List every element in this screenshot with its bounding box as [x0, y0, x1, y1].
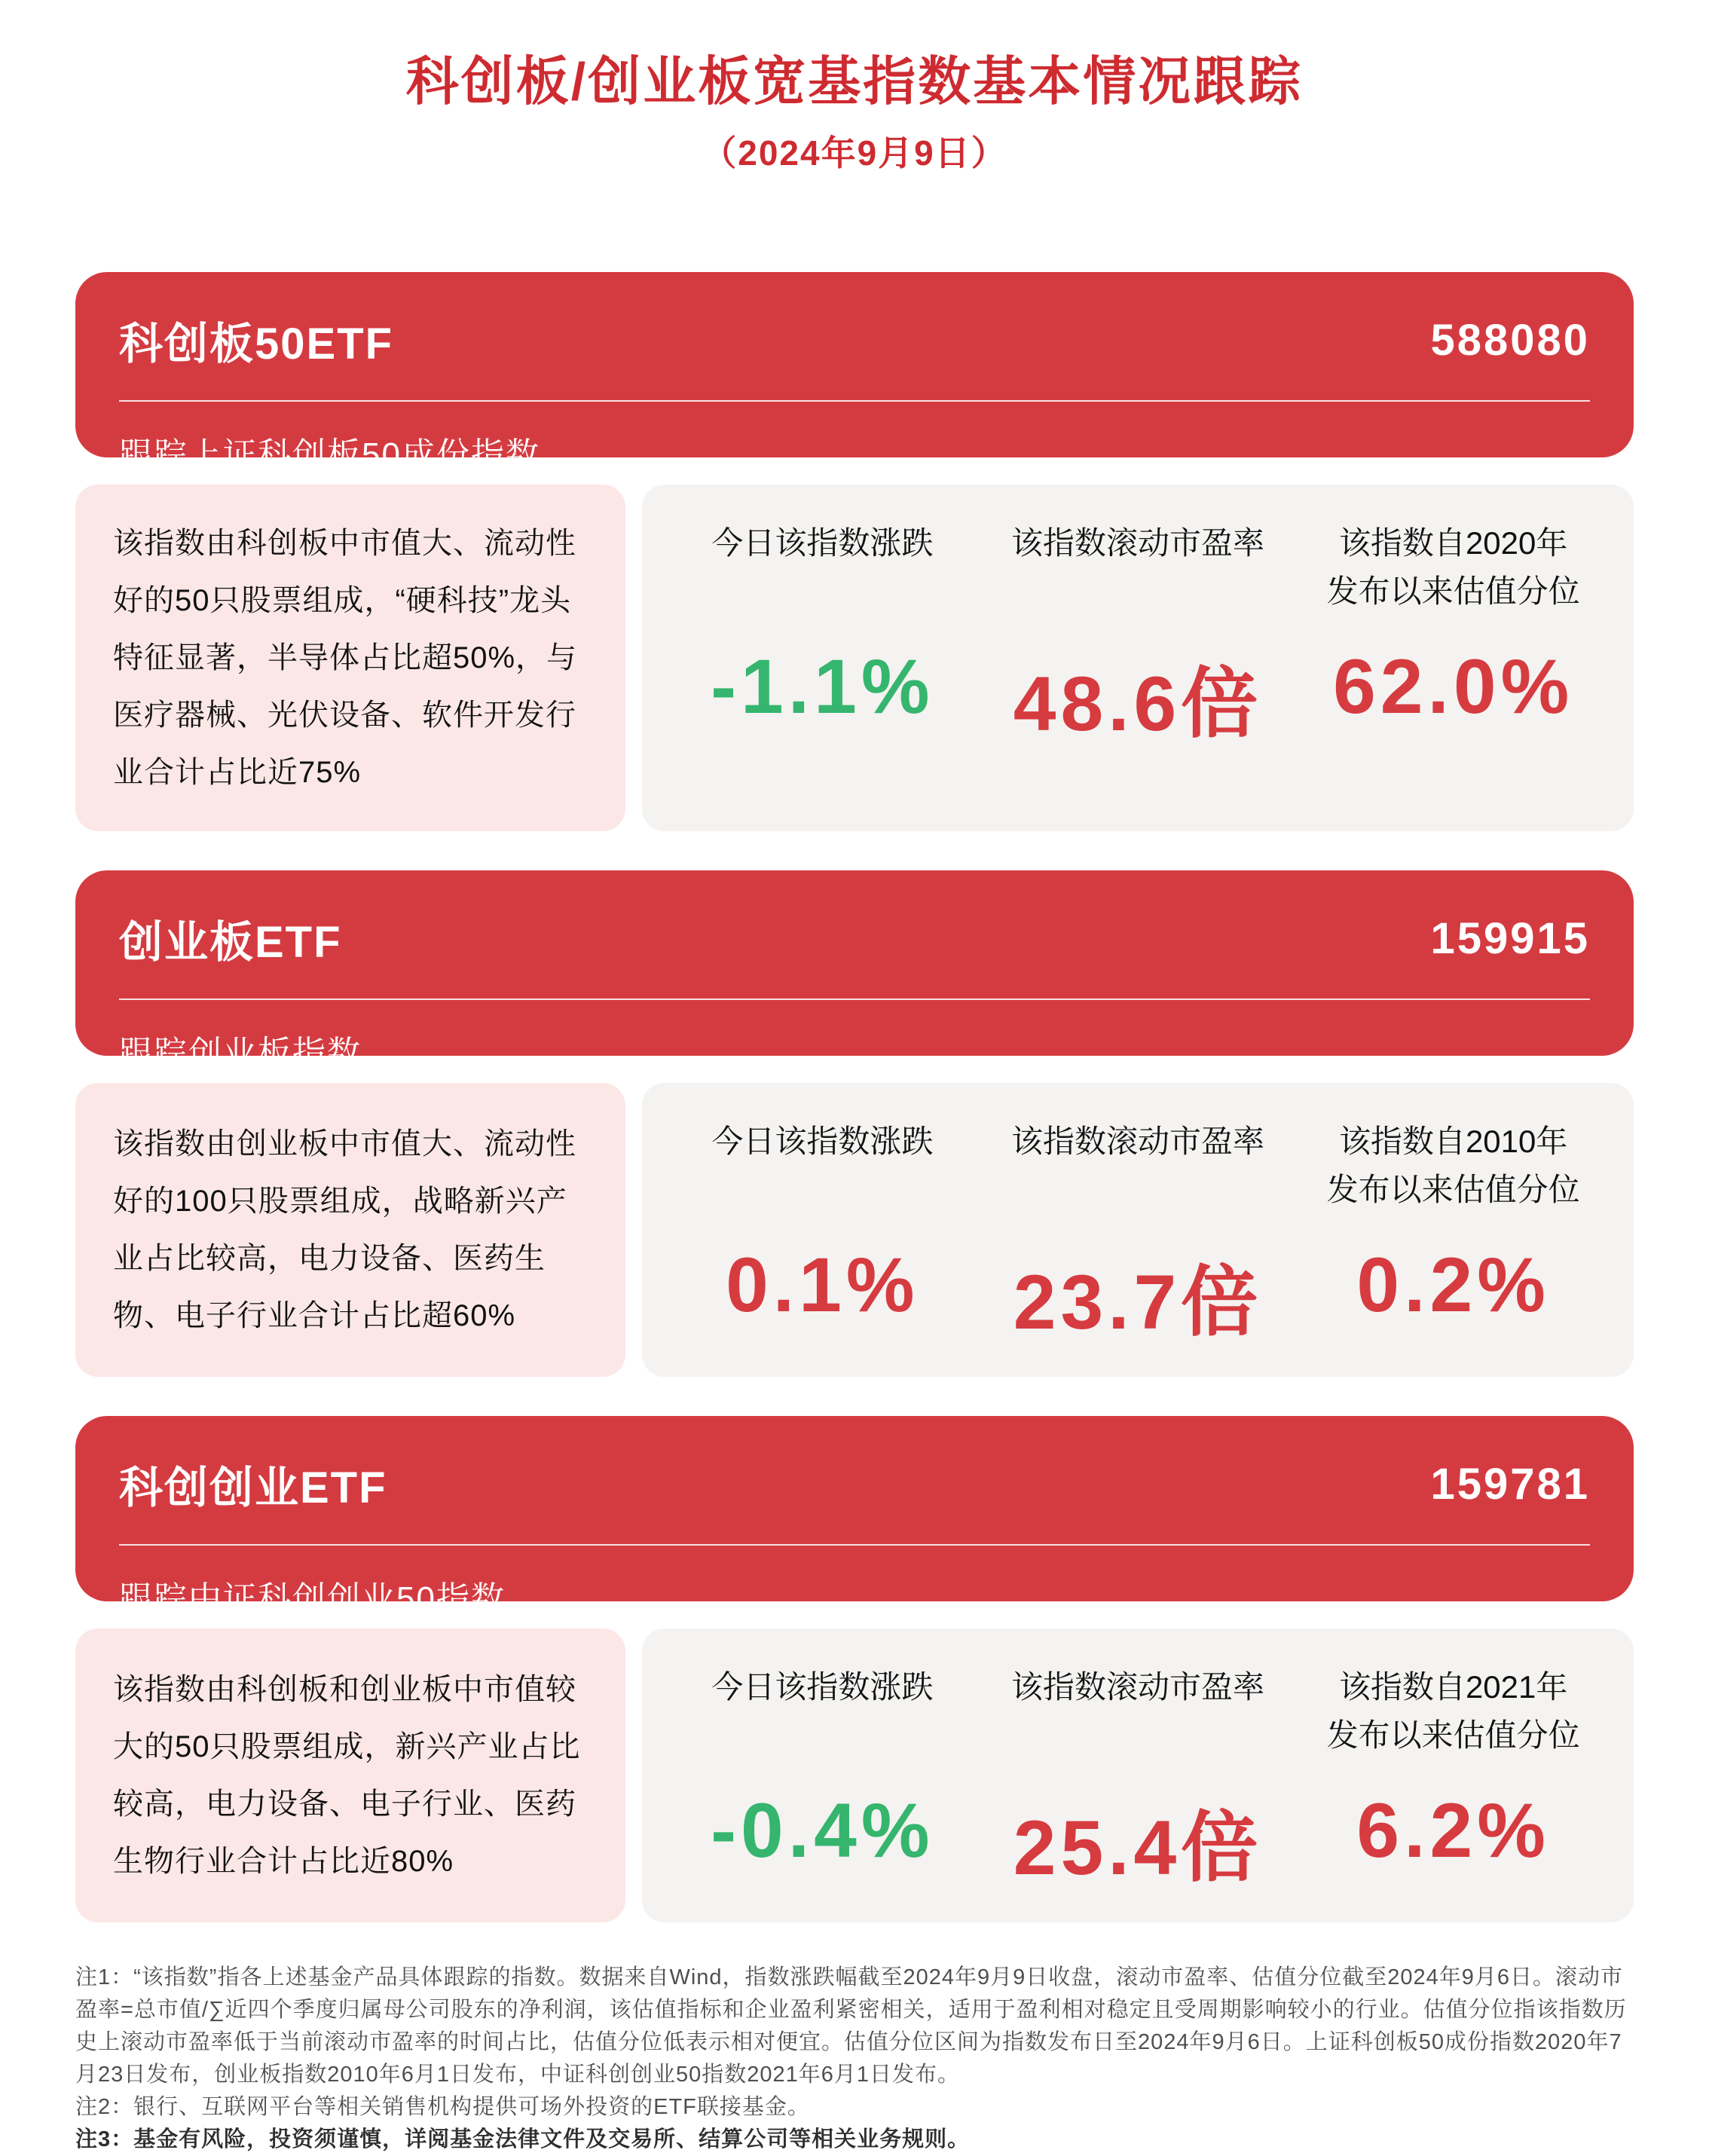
banner-header: [119, 308, 1590, 372]
metric-label-line2: 发布以来估值分位: [1326, 1172, 1580, 1207]
metric-valuation-percentile: [1295, 519, 1611, 809]
page-title: 科创板/创业板宽基指数基本情况跟踪: [405, 52, 1304, 111]
metric-daily-change: [665, 519, 980, 809]
metric-label-line1: 该指数滚动市盈率: [1011, 1669, 1265, 1705]
metric-daily-change: [665, 1663, 980, 1900]
etf-tracking-index: 跟踪创业板指数: [119, 1035, 362, 1072]
metric-label-line1: 今日该指数涨跌: [711, 1124, 934, 1159]
metric-pe-ratio: [980, 519, 1296, 809]
etf-metrics: [642, 1083, 1634, 1377]
metric-value: -1.1%: [711, 644, 934, 729]
etf-metrics: [642, 485, 1634, 831]
metric-label: [1327, 1663, 1580, 1767]
etf-banner: [75, 870, 1634, 1072]
banner-divider: [119, 998, 1590, 1000]
etf-code: 159915: [1430, 913, 1590, 963]
card-body: [75, 1628, 1634, 1922]
metric-value: -0.4%: [711, 1787, 934, 1873]
banner-header: [119, 907, 1590, 970]
etf-metrics: [642, 1628, 1634, 1922]
etf-card-588080: [75, 272, 1634, 831]
metric-label: [711, 519, 933, 623]
metric-daily-change: [665, 1118, 980, 1354]
metric-label: [1011, 519, 1264, 623]
etf-banner: [75, 272, 1634, 473]
banner-header: [119, 1452, 1590, 1515]
etf-card-list: [0, 272, 1709, 1922]
etf-code: 588080: [1430, 315, 1590, 365]
metric-label-line1: 今日该指数涨跌: [711, 525, 934, 561]
metric-value: 23.7倍: [1013, 1259, 1263, 1345]
etf-description: [75, 485, 625, 831]
etf-name: 创业板ETF: [119, 918, 342, 967]
metric-value: 0.2%: [1356, 1242, 1550, 1328]
metric-value: 0.1%: [726, 1242, 919, 1328]
footnotes: [75, 1962, 1634, 2156]
metric-pe-ratio: [980, 1663, 1296, 1900]
footnote-1: 注1：“该指数”指各上述基金产品具体跟踪的指数。数据来自Wind，指数涨跌幅截至2024年9月9日收盘，滚动市盈率、估值分位截至2024年9月6日。滚动市盈率=总市值/∑近四个季度归属母公司股东的净利润，该估值指标和企业盈利紧密相关，适用于盈利相对稳定且受周期影响较小的行业。估值分位指该指数历史上滚动市盈率低于当前滚动市盈率的时间占比，估值分位低表示相对便宜。估值分位区间为指数发布日至2024年9月6日。上证科创板50成份指数2020年7月23日发布，创业板指数2010年6月1日发布，中证科创创业50指数2021年6月1日发布。: [75, 1965, 1627, 2087]
metric-label: [1327, 1118, 1580, 1222]
etf-tracking-index: 跟踪上证科创板50成份指数: [119, 436, 540, 473]
footnote-2: 注2：银行、互联网平台等相关销售机构提供可场外投资的ETF联接基金。: [75, 2095, 810, 2119]
banner-divider: [119, 400, 1590, 402]
etf-name: 科创创业ETF: [119, 1463, 387, 1512]
metric-label-line1: 该指数自2020年: [1338, 525, 1568, 561]
metric-value: 6.2%: [1356, 1787, 1550, 1873]
metric-label: [711, 1663, 933, 1767]
metric-label: [711, 1118, 933, 1222]
metric-value: 48.6倍: [1013, 661, 1263, 747]
etf-tracking-index: 跟踪中证科创创业50指数: [119, 1580, 506, 1617]
metric-label-line1: 该指数自2021年: [1338, 1669, 1568, 1705]
etf-description: [75, 1083, 625, 1377]
etf-card-159915: [75, 870, 1634, 1377]
metric-label: [1011, 1118, 1264, 1222]
metric-label-line1: 该指数自2010年: [1338, 1124, 1568, 1159]
etf-card-159781: [75, 1416, 1634, 1922]
metric-pe-ratio: [980, 1118, 1296, 1354]
etf-name: 科创板50ETF: [119, 320, 394, 369]
metric-value: 25.4倍: [1013, 1805, 1263, 1891]
metric-label-line1: 该指数滚动市盈率: [1011, 1124, 1265, 1159]
metric-label-line2: 发布以来估值分位: [1326, 1717, 1580, 1753]
etf-description: [75, 1628, 625, 1922]
metric-label-line1: 今日该指数涨跌: [711, 1669, 934, 1705]
banner-divider: [119, 1544, 1590, 1546]
metric-label-line1: 该指数滚动市盈率: [1011, 525, 1265, 561]
card-body: [75, 485, 1634, 831]
etf-description-text: 该指数由科创板中市值大、流动性好的50只股票组成，“硬科技”龙头特征显著，半导体占比超50%，与医疗器械、光伏设备、软件开发行业合计占比近75%: [113, 527, 578, 789]
metric-value: 62.0%: [1333, 644, 1574, 729]
metric-label: [1011, 1663, 1264, 1767]
metric-label: [1327, 519, 1580, 623]
etf-description-text: 该指数由创业板中市值大、流动性好的100只股票组成，战略新兴产业占比较高，电力设备、医药生物、电子行业合计占比超60%: [113, 1127, 576, 1332]
etf-description-text: 该指数由科创板和创业板中市值较大的50只股票组成，新兴产业占比较高，电力设备、电子行业、医药生物行业合计占比近80%: [113, 1673, 581, 1878]
metric-valuation-percentile: [1295, 1663, 1611, 1900]
footnote-3: 注3：基金有风险，投资须谨慎，详阅基金法律文件及交易所、结算公司等相关业务规则。: [75, 2127, 971, 2151]
metric-label-line2: 发布以来估值分位: [1326, 573, 1580, 609]
card-body: [75, 1083, 1634, 1377]
etf-banner: [75, 1416, 1634, 1617]
etf-code: 159781: [1430, 1459, 1590, 1509]
page-subtitle: （2024年9月9日）: [702, 133, 1007, 173]
metric-valuation-percentile: [1295, 1118, 1611, 1354]
